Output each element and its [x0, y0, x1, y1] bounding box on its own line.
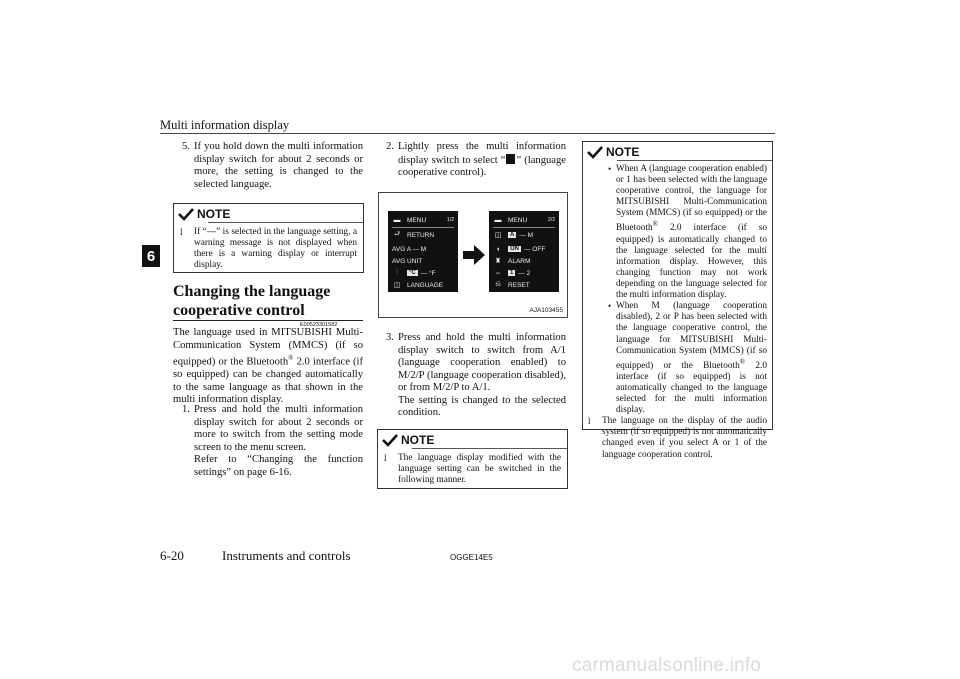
note-3-main-2: The language on the display of the audio system (if so equipped) is not automatically changed even if you select A or 1 of the language cooperation control.: [602, 416, 767, 460]
speaker-icon: ◖: [495, 245, 501, 253]
note-box-1: [173, 203, 364, 273]
figure-code: AJA103455: [529, 307, 563, 314]
sub-bullet-marker: •: [608, 164, 612, 174]
language-icon: ◫: [494, 232, 502, 239]
screen-1-chip: °C: [409, 270, 416, 276]
car-icon: ▬: [494, 216, 502, 224]
chapter-tab: 6: [142, 245, 160, 267]
language-icon: [506, 154, 515, 164]
note-label: NOTE: [606, 145, 640, 159]
screen-2-row: [493, 228, 555, 242]
screen-2-chip: A: [510, 232, 515, 238]
screen-1-row-text: RETURN: [407, 231, 435, 239]
step-1: [182, 404, 363, 479]
screen-1-title-row: [392, 213, 454, 227]
screen-1-row-text: AVG A — M: [392, 245, 427, 253]
note-3-sub-text-1: [616, 164, 767, 301]
screen-2-row-text: RESET: [508, 281, 530, 289]
note-check-icon: [587, 145, 603, 159]
intro-text-b: 2.0 interface (if so equipped) can be changed automatically to the same language as that shown in the multi information display.: [173, 356, 364, 406]
thermometer-icon: ⫶: [396, 269, 398, 276]
step-3-text: Press and hold the multi information display switch to switch from A/1 (language cooperation enabled) to M/2/P (language cooperation disabled), or from M/2/P to A/1.: [398, 332, 566, 393]
screen-1-row: [392, 278, 454, 292]
section-title: Changing the language cooperative control: [173, 283, 331, 319]
note-header: [587, 144, 772, 160]
step-5: [182, 141, 363, 191]
note-3-bullet: [588, 416, 767, 460]
bullet-marker: l: [588, 416, 591, 427]
screen-2-page: 2/2: [548, 217, 555, 223]
screen-2-row-text: — OFF: [524, 245, 546, 253]
menu-screen-2: [489, 211, 559, 292]
note-header: [382, 432, 567, 448]
note-rule: [617, 160, 772, 161]
right-arrow-icon: [463, 245, 485, 265]
screen-2-row: [493, 278, 555, 292]
screen-2-title-row: [493, 213, 555, 227]
step-5-number: 5.: [182, 141, 190, 152]
alarm-icon: ♜: [494, 258, 502, 265]
screen-2-row-text: — 2: [518, 269, 531, 277]
note-2-bullet: [384, 453, 561, 486]
step-3-number: 3.: [386, 332, 394, 343]
footer-doc-code: OGGE14E5: [450, 553, 493, 562]
screen-2-chip: 1: [510, 270, 514, 276]
watermark[interactable]: carmanualsonline.info: [572, 655, 762, 676]
note-box-3: [582, 141, 773, 460]
footer-chapter-title: Instruments and controls: [222, 548, 351, 563]
note-box-2: [377, 429, 568, 489]
page-header-title: Multi information display: [160, 118, 290, 132]
section-intro: [173, 327, 363, 407]
step-2: [386, 141, 566, 180]
step-3-result: The setting is changed to the selected condition.: [398, 394, 566, 418]
screen-1-row-text: LANGUAGE: [407, 281, 444, 289]
note-3-sub-2b: 2.0 interface (if so equipped) is not automatically changed to the language selected for the multi information display.: [616, 360, 768, 416]
bullet-marker: l: [180, 227, 183, 237]
intro-text-a: The language used in MITSUBISHI Multi-Communication System (MMCS) (if so equipped) or the Bluetooth: [173, 327, 363, 368]
menu-screen-1: [388, 211, 458, 292]
note-3-sub-1a: When A (language cooperation enabled) or 1 has been selected with the language cooperative control, the language for MITSUBISHI Multi-Communication System (MMCS) (if so equipped) or the Bluetooth: [616, 164, 767, 234]
note-3-sub-2a: When M (language cooperation disabled), 2 or P has been selected with the language cooperative control, the language for MITSUBISHI Multi-Communication System (MMCS) (if so equipped) or the Bluetooth: [616, 301, 767, 371]
screen-1-page: 1/2: [447, 217, 454, 223]
screen-1-row-text: AVG UNIT: [392, 257, 423, 265]
screen-2-chip: ON: [510, 246, 519, 252]
step-2-number: 2.: [386, 141, 394, 152]
note-check-icon: [382, 433, 398, 447]
screen-1-row-text: — °F: [420, 269, 436, 277]
step-1-number: 1.: [182, 404, 190, 415]
step-2-body: [398, 141, 566, 180]
footer-page-number: 6-20: [160, 548, 184, 563]
step-2-text-b: ” (language cooperative control).: [398, 154, 566, 178]
step-2-text-a: Lightly press the multi information display switch to select “: [398, 141, 566, 166]
note-1-bullet: [180, 227, 357, 271]
step-1-text: Press and hold the multi information display switch for about 2 seconds or more to switch from the setting mode screen to the menu screen.: [194, 404, 363, 453]
note-rule: [208, 222, 363, 223]
note-3-sub-1b: 2.0 interface (if so equipped) is automatically changed to the language selected for the multi information display. However, this changing function may not work depending on the language selected for the multi information display.: [616, 223, 767, 301]
note-label: NOTE: [401, 433, 435, 447]
arrows-icon: ⇔: [494, 269, 502, 277]
car-icon: ▬: [393, 216, 401, 224]
section-code: E00523301582: [300, 322, 338, 328]
note-label: NOTE: [197, 207, 231, 221]
screen-1-title: MENU: [407, 216, 427, 224]
registered-mark: ®: [652, 220, 658, 229]
step-5-text: If you hold down the multi information display switch for about 2 seconds or more, the setting is changed to the selected language.: [194, 141, 363, 190]
note-check-icon: [178, 207, 194, 221]
section-rule: [173, 320, 363, 321]
screen-2-title: MENU: [508, 216, 528, 224]
step-3-body: [398, 332, 566, 420]
registered-mark: ®: [288, 354, 294, 362]
registered-mark: ®: [739, 357, 746, 366]
return-icon: ⮐: [393, 230, 401, 238]
menu-screens-figure: [378, 192, 568, 318]
note-header: [178, 206, 363, 222]
screen-1-row: [392, 228, 454, 242]
reset-icon: ⎌: [495, 281, 501, 288]
note-3-body: [588, 164, 767, 461]
step-1-reference: Refer to “Changing the function settings” on page 6-16.: [194, 454, 363, 478]
sub-bullet-marker: •: [608, 301, 612, 312]
note-1-text: If “---” is selected in the language setting, a warning message is not displayed when there is a warning display or interrupt display.: [194, 227, 357, 271]
step-1-body: [194, 404, 363, 479]
header-rule: [160, 133, 775, 134]
language-icon: ◫: [393, 282, 401, 289]
note-2-text: The language display modified with the language setting can be switched in the following manner.: [398, 453, 561, 486]
screen-2-row-text: ALARM: [508, 257, 531, 265]
note-3-sub-text-2: [616, 301, 767, 416]
step-3: [386, 332, 566, 420]
note-3-sub-bullet: [588, 301, 767, 416]
note-rule: [412, 448, 567, 449]
screen-2-row-text: — M: [519, 231, 534, 239]
bullet-marker: l: [384, 453, 387, 463]
note-3-sub-bullet: [588, 164, 767, 301]
